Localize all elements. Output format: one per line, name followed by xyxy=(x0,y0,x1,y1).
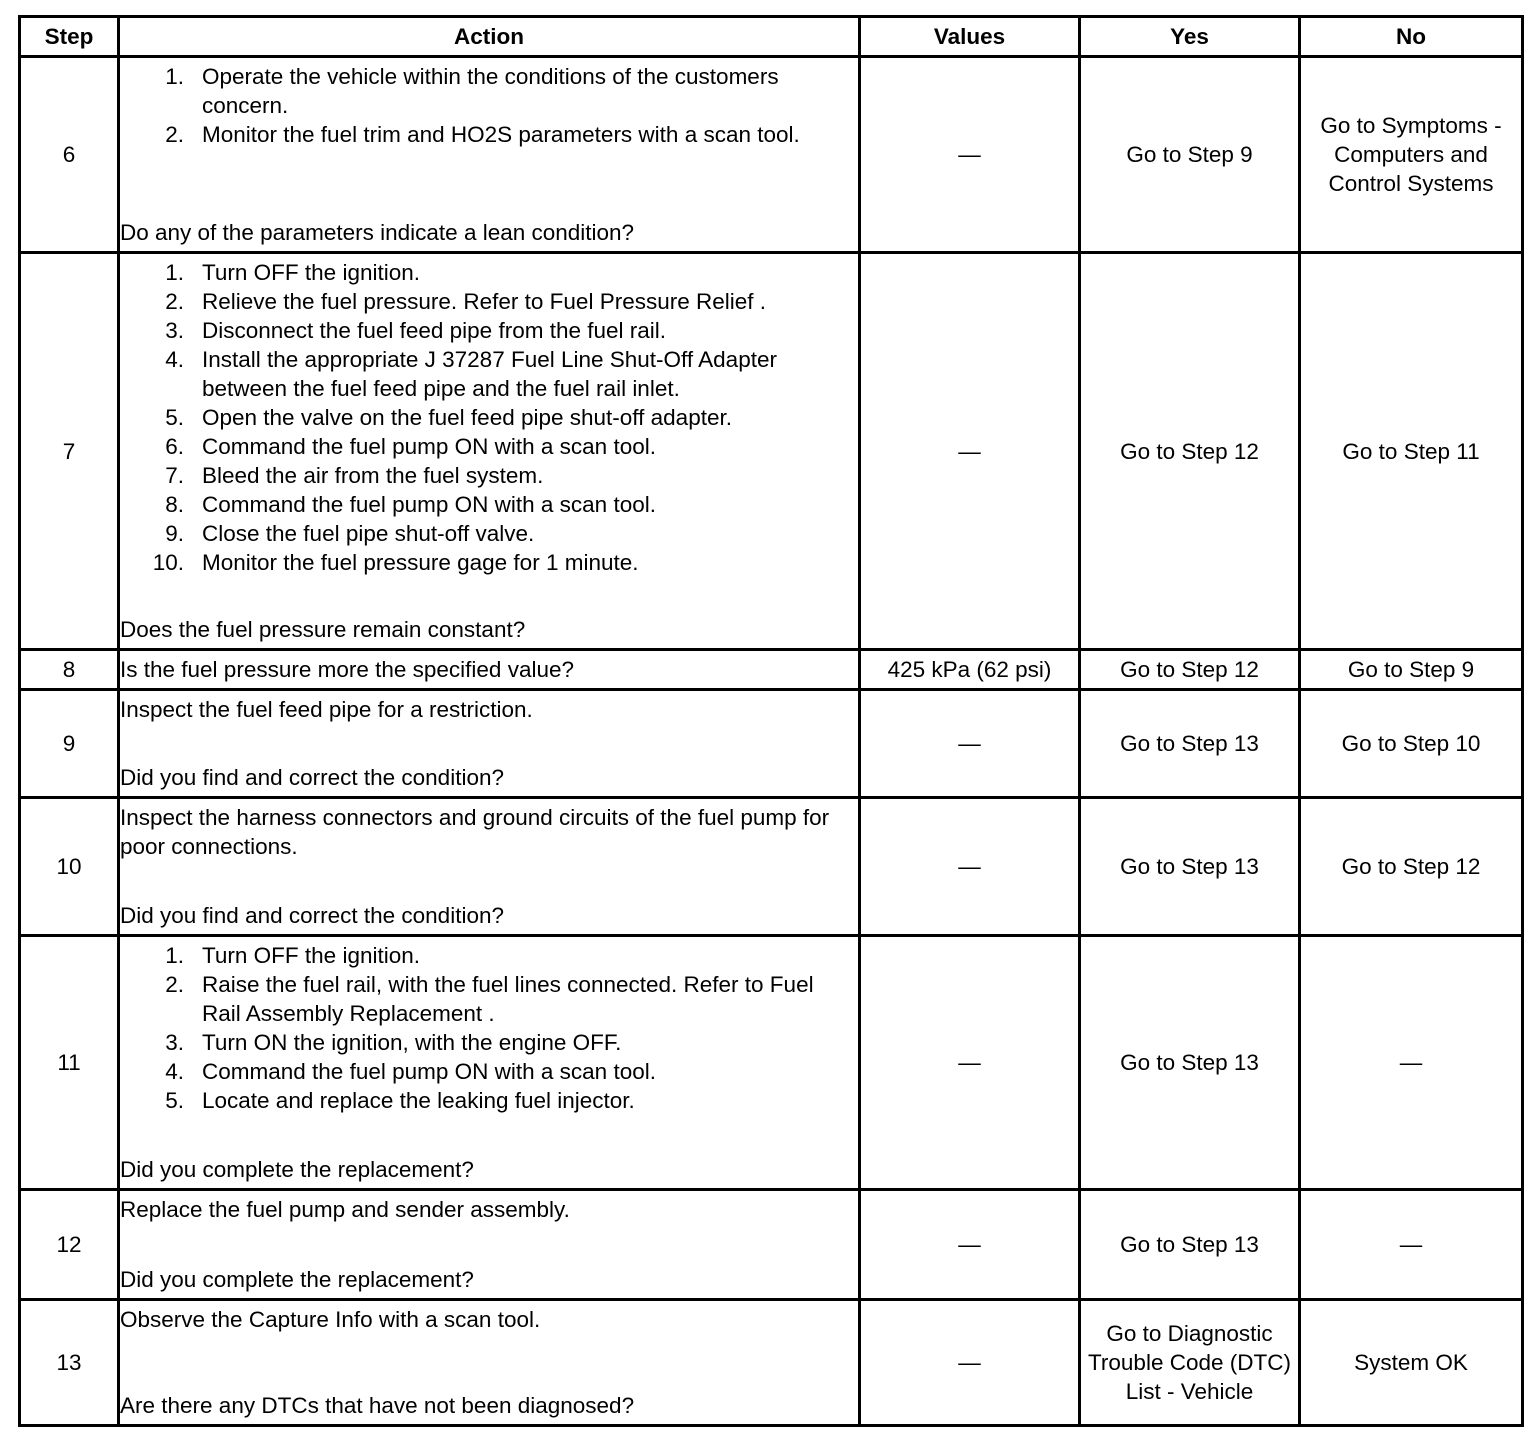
list-item xyxy=(120,287,858,316)
table-row xyxy=(20,1300,1523,1426)
table-row xyxy=(20,690,1523,798)
yes-result: Go to Step 12 xyxy=(1080,650,1300,690)
list-item xyxy=(120,403,858,432)
list-item-text: Open the valve on the fuel feed pipe shut-off adapter. xyxy=(202,405,732,430)
diagnostic-table xyxy=(18,15,1524,1427)
step-number: 13 xyxy=(20,1300,119,1426)
action-question: Do any of the parameters indicate a lean condition? xyxy=(120,220,635,245)
list-item xyxy=(120,970,858,1028)
list-item-text: Command the fuel pump ON with a scan tool. xyxy=(202,434,656,459)
header-step: Step xyxy=(20,17,119,57)
header-no: No xyxy=(1300,17,1523,57)
list-item-text: Raise the fuel rail, with the fuel lines connected. Refer to Fuel Rail Assembly Replacement . xyxy=(202,972,814,1026)
list-item-number: 10. xyxy=(152,550,184,575)
list-item-text: Close the fuel pipe shut-off valve. xyxy=(202,521,535,546)
list-item-number: 2. xyxy=(165,289,184,314)
list-item-number: 1. xyxy=(165,260,184,285)
list-item xyxy=(120,345,858,403)
step-number: 7 xyxy=(20,253,119,650)
list-item xyxy=(120,1028,858,1057)
table-row xyxy=(20,936,1523,1190)
list-item-text: Relieve the fuel pressure. Refer to Fuel Pressure Relief . xyxy=(202,289,767,314)
list-item xyxy=(120,432,858,461)
action-instruction: Observe the Capture Info with a scan tool. xyxy=(120,1307,541,1332)
values-cell: — xyxy=(860,690,1080,798)
list-item-number: 3. xyxy=(165,318,184,343)
no-result: Go to Step 9 xyxy=(1300,650,1523,690)
list-item xyxy=(120,258,858,287)
table-row xyxy=(20,1190,1523,1300)
step-number: 8 xyxy=(20,650,119,690)
action-question: Did you complete the replacement? xyxy=(120,1157,474,1182)
no-result: Go to Step 10 xyxy=(1300,690,1523,798)
list-item-text: Bleed the air from the fuel system. xyxy=(202,463,544,488)
header-yes: Yes xyxy=(1080,17,1300,57)
values-cell: 425 kPa (62 psi) xyxy=(860,650,1080,690)
action-question: Did you complete the replacement? xyxy=(120,1267,474,1292)
list-item-number: 9. xyxy=(165,521,184,546)
table-row xyxy=(20,57,1523,253)
action-instruction: Inspect the harness connectors and ground circuits of the fuel pump for poor connections. xyxy=(120,805,830,859)
list-item xyxy=(120,548,858,577)
list-item-text: Operate the vehicle within the conditions of the customers concern. xyxy=(202,64,779,118)
header-row xyxy=(20,17,1523,57)
yes-result: Go to Step 13 xyxy=(1080,1190,1300,1300)
yes-result: Go to Step 13 xyxy=(1080,690,1300,798)
list-item-number: 8. xyxy=(165,492,184,517)
yes-result: Go to Step 12 xyxy=(1080,253,1300,650)
action-cell xyxy=(119,1300,860,1426)
values-cell: — xyxy=(860,253,1080,650)
list-item-text: Turn OFF the ignition. xyxy=(202,260,421,285)
no-result: Go to Step 11 xyxy=(1300,253,1523,650)
header-values: Values xyxy=(860,17,1080,57)
procedure-list xyxy=(120,62,858,149)
no-result: — xyxy=(1300,1190,1523,1300)
step-number: 12 xyxy=(20,1190,119,1300)
action-question: Does the fuel pressure remain constant? xyxy=(120,617,526,642)
action-instruction: Is the fuel pressure more the specified value? xyxy=(120,657,574,682)
list-item xyxy=(120,461,858,490)
action-cell xyxy=(119,798,860,936)
list-item xyxy=(120,120,858,149)
values-cell: — xyxy=(860,57,1080,253)
list-item xyxy=(120,941,858,970)
step-number: 10 xyxy=(20,798,119,936)
values-cell: — xyxy=(860,1300,1080,1426)
step-number: 9 xyxy=(20,690,119,798)
list-item-text: Command the fuel pump ON with a scan tool. xyxy=(202,492,656,517)
action-cell xyxy=(119,1190,860,1300)
action-instruction: Replace the fuel pump and sender assembly. xyxy=(120,1197,570,1222)
list-item-text: Locate and replace the leaking fuel injector. xyxy=(202,1088,635,1113)
list-item-number: 1. xyxy=(165,64,184,89)
list-item-number: 1. xyxy=(165,943,184,968)
list-item-text: Monitor the fuel trim and HO2S parameters with a scan tool. xyxy=(202,122,800,147)
action-cell xyxy=(119,690,860,798)
table-row xyxy=(20,253,1523,650)
table-row xyxy=(20,798,1523,936)
list-item-text: Monitor the fuel pressure gage for 1 minute. xyxy=(202,550,639,575)
list-item-number: 4. xyxy=(165,1059,184,1084)
list-item-text: Command the fuel pump ON with a scan tool. xyxy=(202,1059,656,1084)
header-action: Action xyxy=(119,17,860,57)
list-item-number: 5. xyxy=(165,1088,184,1113)
list-item xyxy=(120,490,858,519)
no-result: System OK xyxy=(1300,1300,1523,1426)
list-item-text: Disconnect the fuel feed pipe from the fuel rail. xyxy=(202,318,667,343)
list-item-number: 2. xyxy=(165,972,184,997)
procedure-list xyxy=(120,258,858,577)
list-item-number: 3. xyxy=(165,1030,184,1055)
yes-result: Go to Step 9 xyxy=(1080,57,1300,253)
action-cell xyxy=(119,650,860,690)
list-item-text: Turn OFF the ignition. xyxy=(202,943,421,968)
action-question: Are there any DTCs that have not been diagnosed? xyxy=(120,1393,635,1418)
action-cell xyxy=(119,57,860,253)
yes-result: Go to Diagnostic Trouble Code (DTC) List - Vehicle xyxy=(1080,1300,1300,1426)
values-cell: — xyxy=(860,1190,1080,1300)
list-item-number: 5. xyxy=(165,405,184,430)
action-question: Did you find and correct the condition? xyxy=(120,903,504,928)
list-item-number: 4. xyxy=(165,347,184,372)
yes-result: Go to Step 13 xyxy=(1080,798,1300,936)
list-item-number: 6. xyxy=(165,434,184,459)
list-item-text: Turn ON the ignition, with the engine OFF. xyxy=(202,1030,622,1055)
no-result: Go to Symptoms - Computers and Control Systems xyxy=(1300,57,1523,253)
action-instruction: Inspect the fuel feed pipe for a restriction. xyxy=(120,697,533,722)
no-result: Go to Step 12 xyxy=(1300,798,1523,936)
action-cell xyxy=(119,253,860,650)
action-question: Did you find and correct the condition? xyxy=(120,765,504,790)
list-item xyxy=(120,519,858,548)
step-number: 11 xyxy=(20,936,119,1190)
values-cell: — xyxy=(860,936,1080,1190)
list-item-number: 7. xyxy=(165,463,184,488)
yes-result: Go to Step 13 xyxy=(1080,936,1300,1190)
list-item xyxy=(120,62,858,120)
list-item xyxy=(120,1057,858,1086)
action-cell xyxy=(119,936,860,1190)
list-item-text: Install the appropriate J 37287 Fuel Line Shut-Off Adapter between the fuel feed pipe and the fuel rail inlet. xyxy=(202,347,777,401)
table-row xyxy=(20,650,1523,690)
list-item xyxy=(120,1086,858,1115)
step-number: 6 xyxy=(20,57,119,253)
list-item-number: 2. xyxy=(165,122,184,147)
procedure-list xyxy=(120,941,858,1115)
list-item xyxy=(120,316,858,345)
no-result: — xyxy=(1300,936,1523,1190)
values-cell: — xyxy=(860,798,1080,936)
